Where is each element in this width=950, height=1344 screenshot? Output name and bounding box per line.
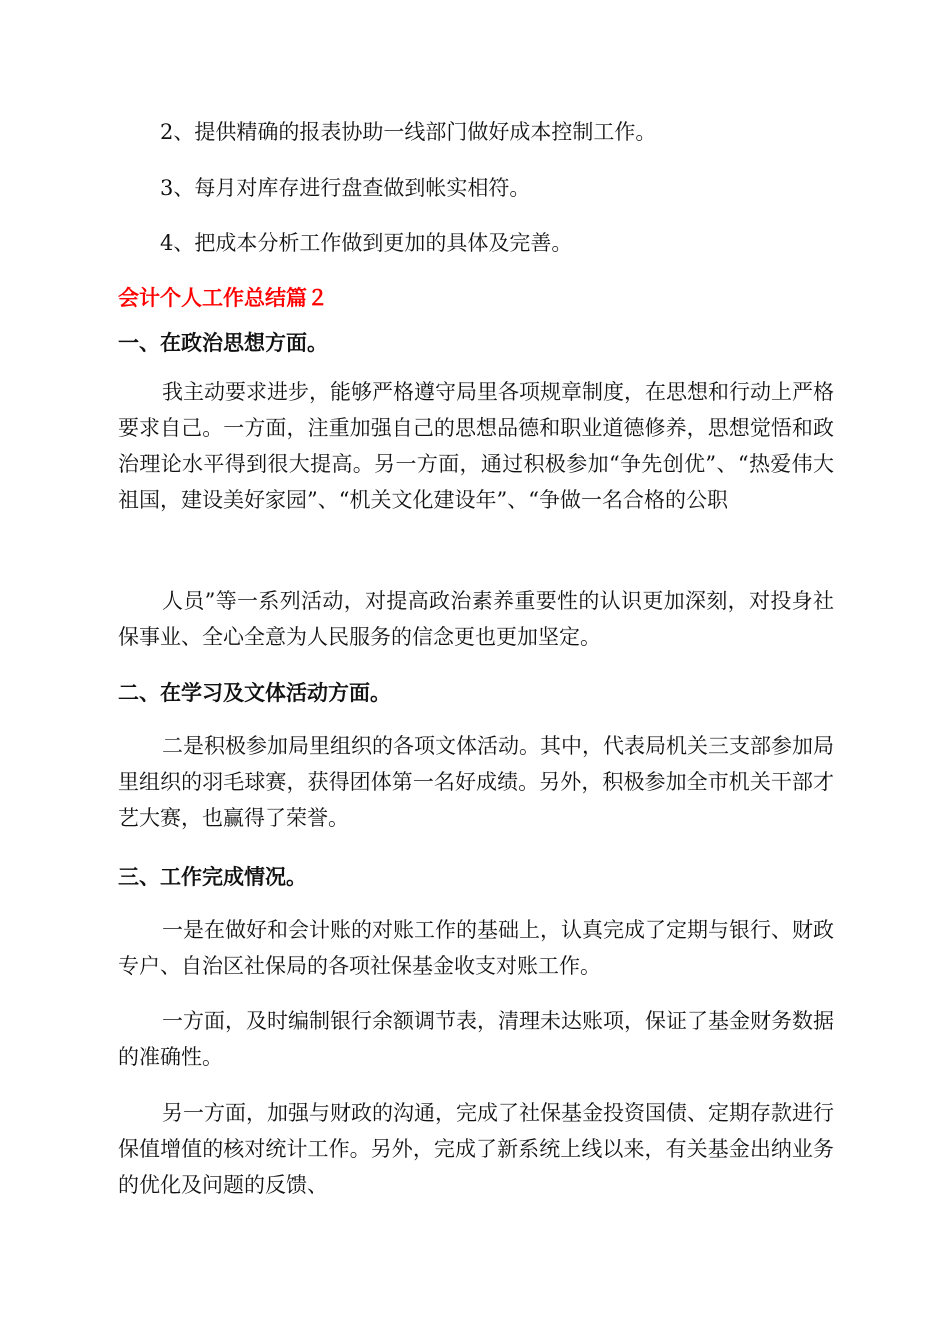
paragraph-work-3 — [118, 1095, 834, 1203]
paragraph-political-1 — [118, 374, 834, 518]
paragraph-work-1 — [118, 912, 834, 984]
list-item: 2、提供精确的报表协助一线部门做好成本控制工作。 — [160, 120, 657, 144]
paragraph-text: 另一方面，加强与财政的沟通，完成了社保基金投资国债、定期存款进行保值增值的核对统计工作。另外，完成了新系统上线以来，有关基金出纳业务的优化及问题的反馈、 — [118, 1101, 834, 1197]
paragraph-work-2 — [118, 1003, 834, 1075]
paragraph-text: 我主动要求进步，能够严格遵守局里各项规章制度，在思想和行动上严格要求自己。一方面，注重加强自己的思想品德和职业道德修养，思想觉悟和政治理论水平得到很大提高。另一方面，通过积极参加“争先创优”、“热爱伟大祖国，建设美好家园”、“机关文化建设年”、“争做一名合格的公职 — [118, 380, 834, 512]
paragraph-text: 一是在做好和会计账的对账工作的基础上，认真完成了定期与银行、财政专户、自治区社保局的各项社保基金收支对账工作。 — [118, 918, 834, 978]
paragraph-text: 一方面，及时编制银行余额调节表，清理未达账项，保证了基金财务数据的准确性。 — [118, 1009, 834, 1069]
heading-study: 二、在学习及文体活动方面。 — [118, 681, 391, 705]
list-item: 4、把成本分析工作做到更加的具体及完善。 — [160, 231, 573, 255]
list-item: 3、每月对库存进行盘查做到帐实相符。 — [160, 176, 531, 200]
section-title: 会计个人工作总结篇２ — [118, 286, 328, 310]
paragraph-political-2 — [118, 583, 834, 655]
heading-political: 一、在政治思想方面。 — [118, 331, 328, 355]
paragraph-study — [118, 728, 834, 836]
paragraph-text: 二是积极参加局里组织的各项文体活动。其中，代表局机关三支部参加局里组织的羽毛球赛，获得团体第一名好成绩。另外，积极参加全市机关干部才艺大赛，也赢得了荣誉。 — [118, 734, 834, 830]
heading-work: 三、工作完成情况。 — [118, 865, 307, 889]
paragraph-text: 人员”等一系列活动，对提高政治素养重要性的认识更加深刻，对投身社保事业、全心全意为人民服务的信念更也更加坚定。 — [118, 589, 834, 649]
